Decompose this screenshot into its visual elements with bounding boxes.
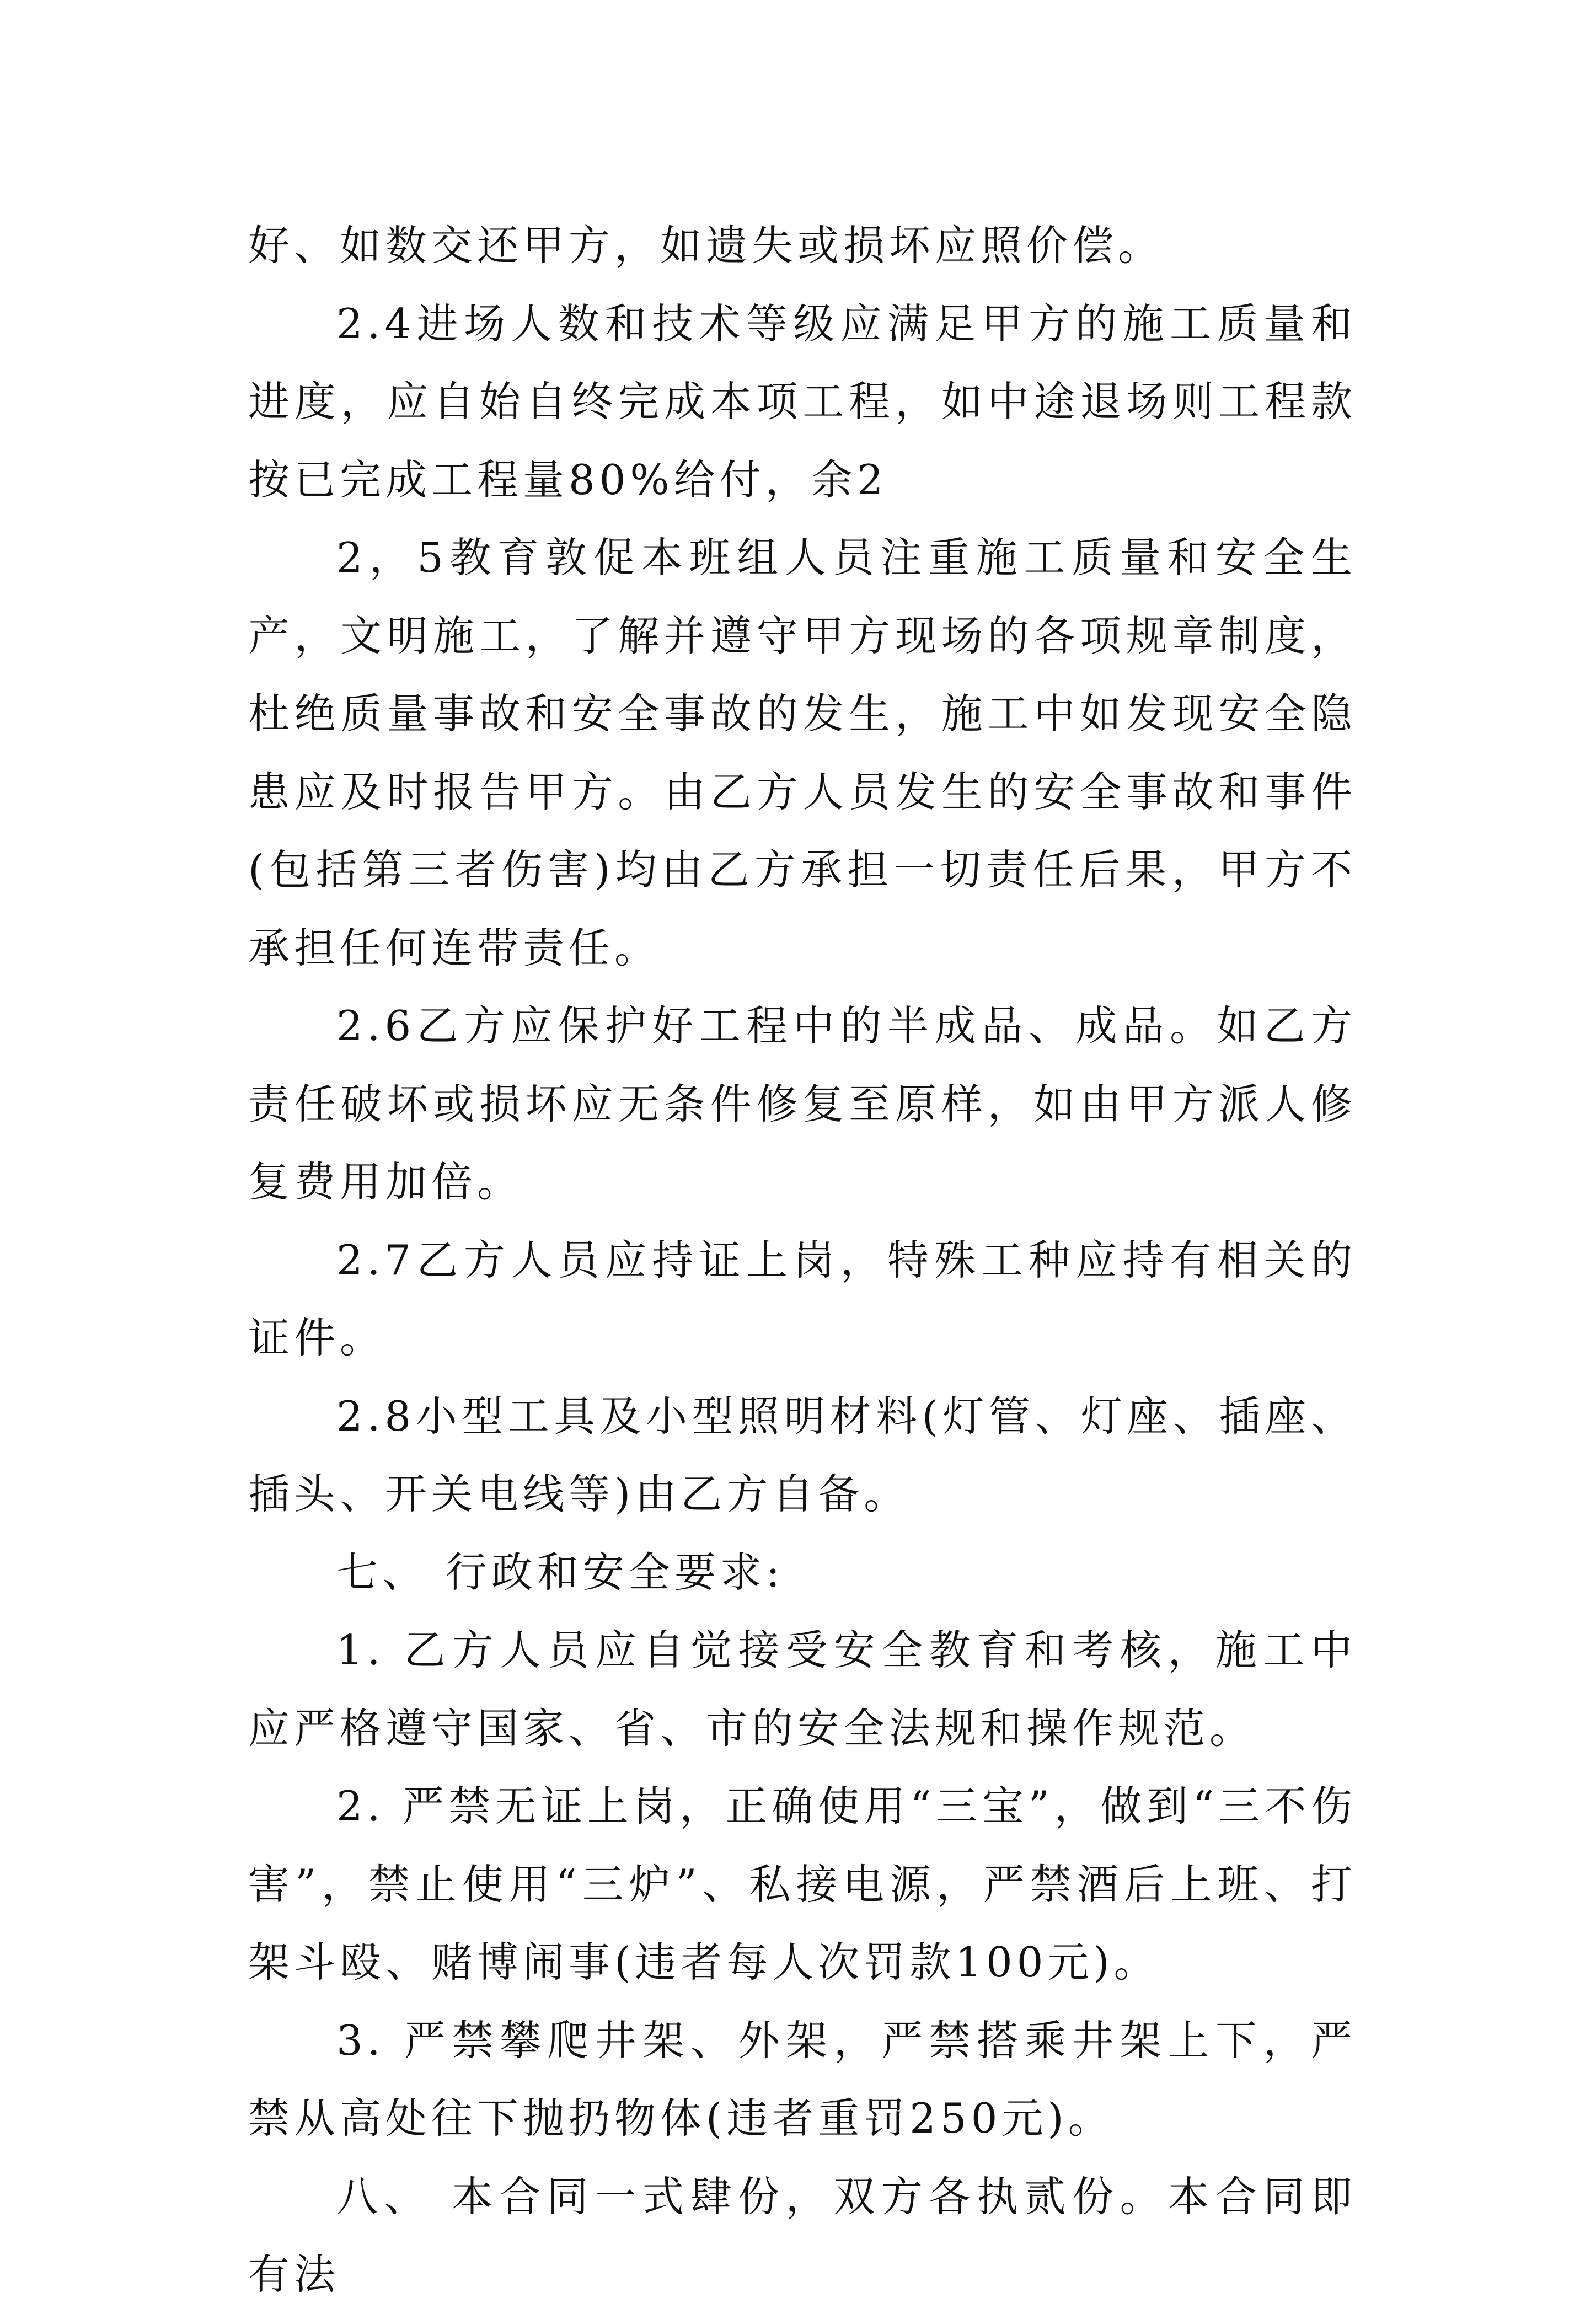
section-heading-8: 八、 本合同一式肆份，双方各执贰份。本合同即有法 bbox=[248, 2172, 1357, 2299]
paragraph-clause-2-8: 2.8小型工具及小型照明材料(灯管、灯座、插座、插头、开关电线等)由乙方自备。 bbox=[248, 1391, 1357, 1518]
document-body bbox=[248, 207, 1357, 2314]
paragraph-clause-2-6: 2.6乙方应保护好工程中的半成品、成品。如乙方责任破坏或损坏应无条件修复至原样，如由甲方派人修复费用加倍。 bbox=[248, 1001, 1357, 1206]
paragraph-rule-2: 2. 严禁无证上岗，正确使用“三宝”，做到“三不伤害”，禁止使用“三炉”、私接电源，严禁酒后上班、打架斗殴、赌博闹事(违者每人次罚款100元)。 bbox=[248, 1782, 1357, 1986]
paragraph-rule-1: 1. 乙方人员应自觉接受安全教育和考核，施工中应严格遵守国家、省、市的安全法规和操作规范。 bbox=[248, 1626, 1357, 1753]
paragraph-clause-2-7: 2.7乙方人员应持证上岗，特殊工种应持有相关的证件。 bbox=[248, 1235, 1357, 1362]
paragraph-clause-2-4: 2.4进场人数和技术等级应满足甲方的施工质量和进度，应自始自终完成本项工程，如中途退场则工程款按已完成工程量80%给付，余2 bbox=[248, 299, 1357, 504]
paragraph-continuation: 好、如数交还甲方，如遗失或损坏应照价偿。 bbox=[248, 221, 1164, 270]
paragraph-clause-2-5: 2，5教育敦促本班组人员注重施工质量和安全生产，文明施工，了解并遵守甲方现场的各项规章制度，杜绝质量事故和安全事故的发生，施工中如发现安全隐患应及时报告甲方。由乙方人员发生的安全事故和事件(包括第三者伤害)均由乙方承担一切责任后果，甲方不承担任何连带责任。 bbox=[248, 533, 1357, 972]
paragraph-rule-3: 3. 严禁攀爬井架、外架，严禁搭乘井架上下，严禁从高处往下抛扔物体(违者重罚250元)。 bbox=[248, 2016, 1357, 2142]
section-heading-7: 七、 行政和安全要求: bbox=[336, 1547, 785, 1597]
